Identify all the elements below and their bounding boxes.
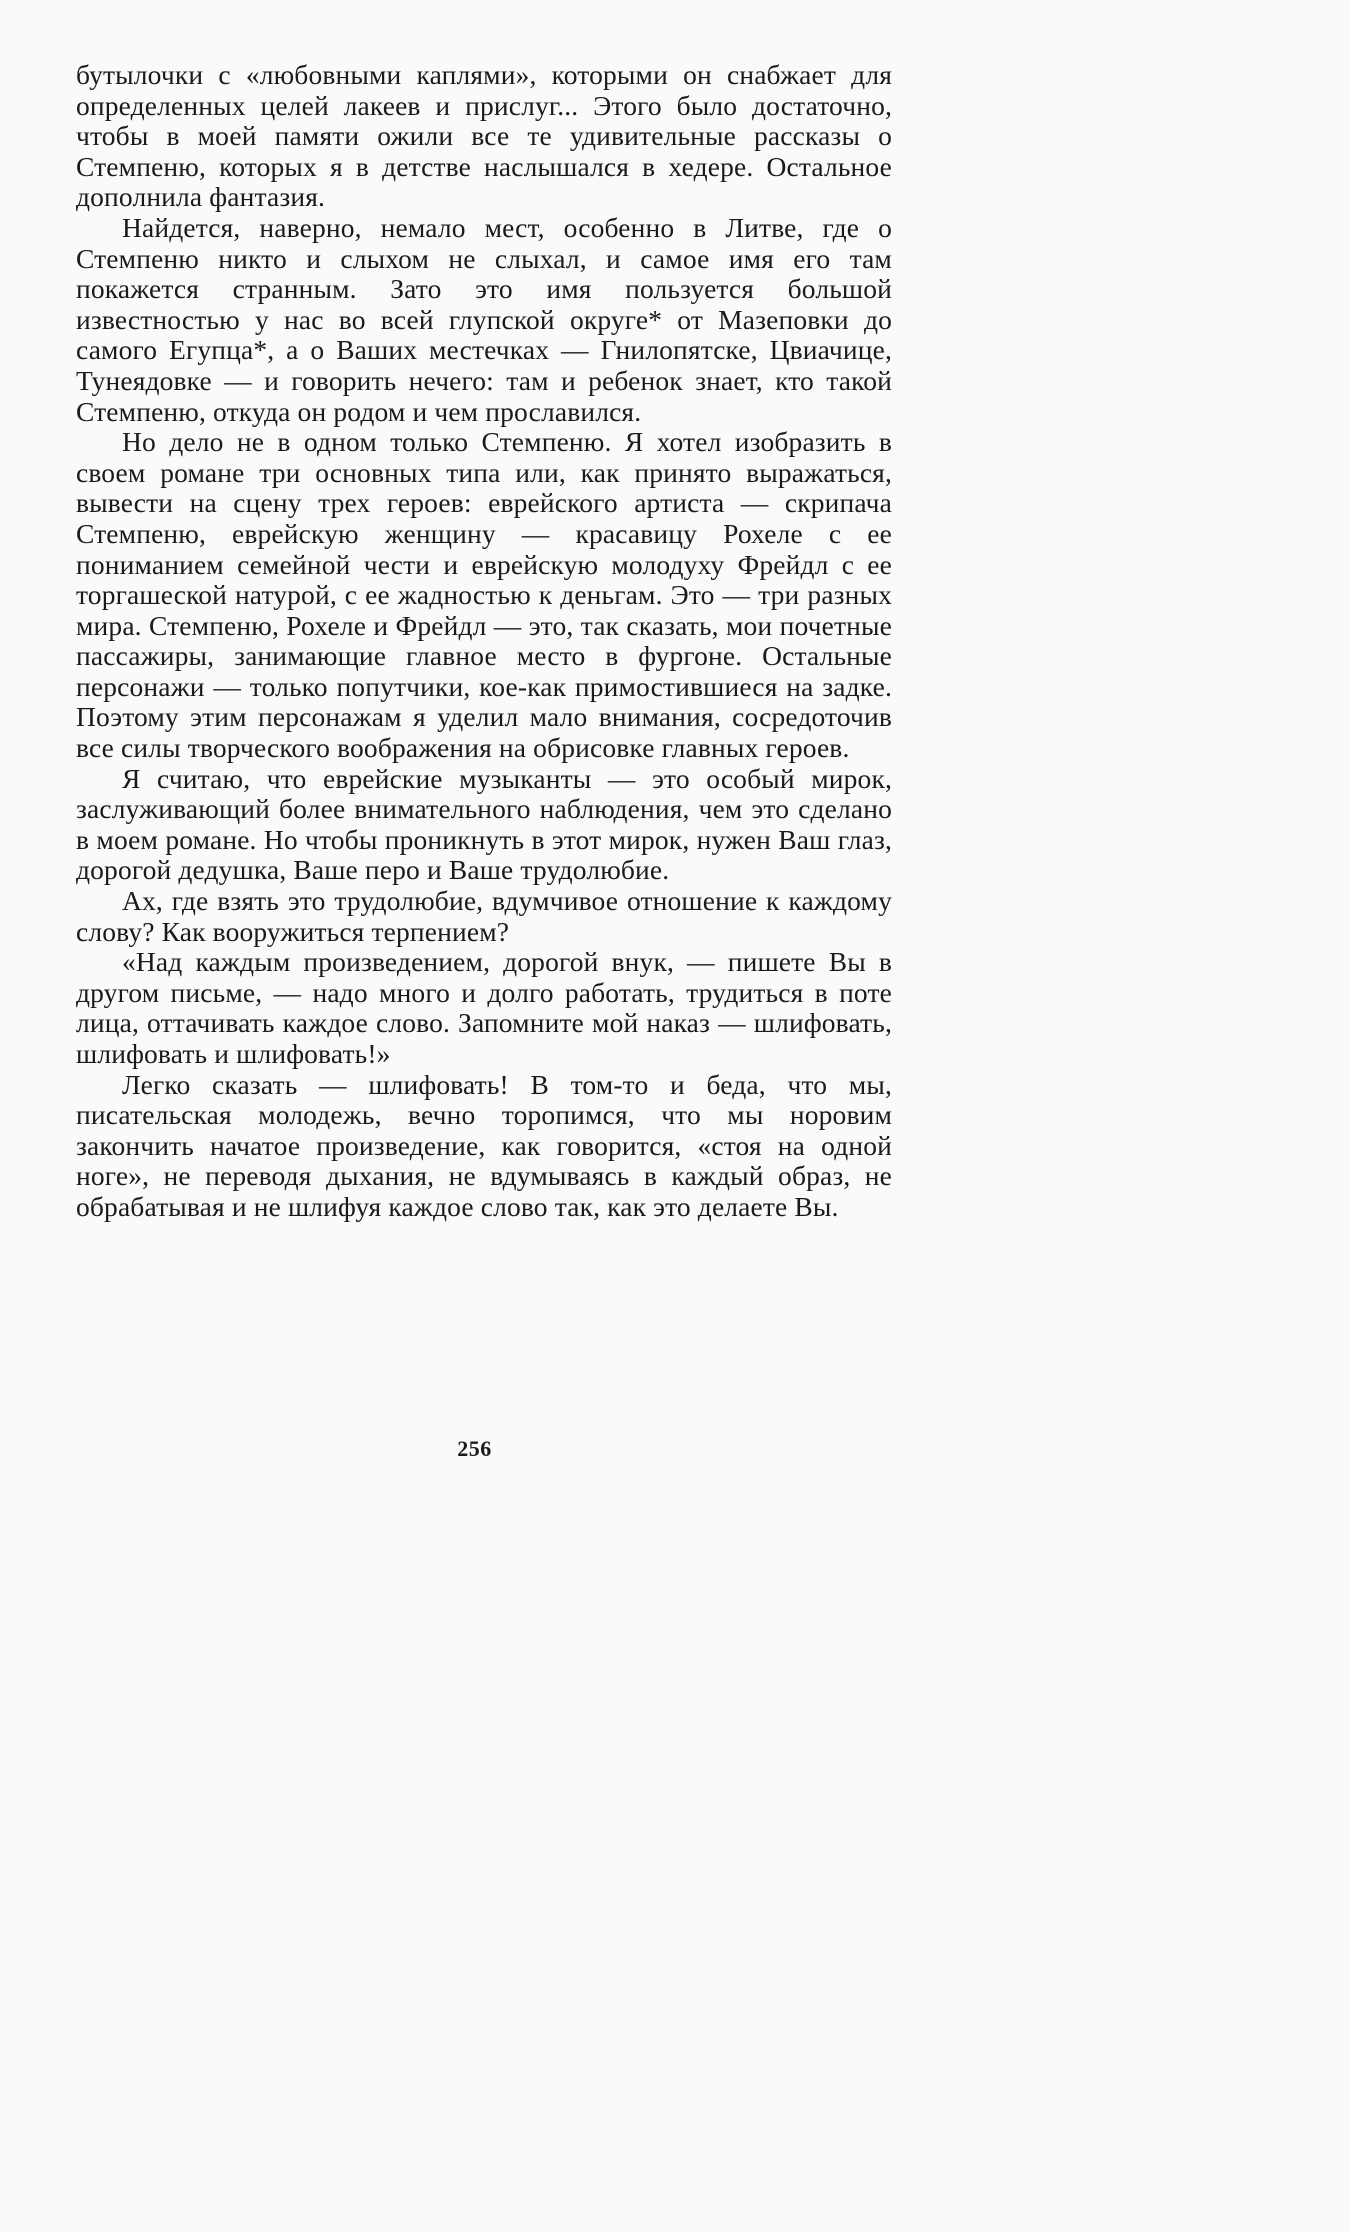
paragraph-2: Найдется, наверно, немало мест, особенно в Литве, где о Стемпеню никто и слыхом не слыхал, и самое имя его там покажется странным. Зато это имя пользуется большой известностью у нас во всей глупской округе* от Мазеповки до самого Егупца*, а о Ваших местечках — Гнилопятске, Цвиачице, Тунеядовке — и говорить нечего: там и ребенок знает, кто такой Стемпеню, откуда он родом и чем прославился. [76,211,892,427]
paragraph-4: Я считаю, что еврейские музыканты — это особый мирок, заслуживающий более внимательного наблюдения, чем это сделано в моем романе. Но чтобы проникнуть в этот мирок, нужен Ваш глаз, дорогой дедушка, Ваше перо и Ваше трудолюбие. [76,762,892,886]
page-body [76,60,892,1223]
main-text [76,60,892,1223]
paragraph-7: Легко сказать — шлифовать! В том-то и беда, что мы, писательская молодежь, вечно торопимся, что мы норовим закончить начатое произведение, как говорится, «стоя на одной ноге», не переводя дыхания, не вдумываясь в каждый образ, не обрабатывая и не шлифуя каждое слово так, как это делаете Вы. [76,1068,892,1222]
paragraph-1: бутылочки с «любовными каплями», которыми он снабжает для определенных целей лакеев и прислуг... Этого было достаточно, чтобы в моей памяти ожили все те удивительные рассказы о Стемпеню, которых я в детстве наслышался в хедере. Остальное дополнила фантазия. [76,59,892,213]
page-number: 256 [457,1436,492,1461]
paragraph-5: Ах, где взять это трудолюбие, вдумчивое отношение к каждому слову? Как вооружиться терпением? [76,885,892,947]
paragraph-6: «Над каждым произведением, дорогой внук, — пишете Вы в другом письме, — надо много и долго работать, трудиться в поте лица, оттачивать каждое слово. Запомните мой наказ — шлифовать, шлифовать и шлифовать!» [76,946,892,1069]
paragraph-3: Но дело не в одном только Стемпеню. Я хотел изобразить в своем романе три основных типа или, как принято выражаться, вывести на сцену трех героев: еврейского артиста — скрипача Стемпеню, еврейскую женщину — красавицу Рохеле с ее пониманием семейной чести и еврейскую молодуху Фрейдл с ее торгашеской натурой, с ее жадностью к деньгам. Это — три разных мира. Стемпеню, Рохеле и Фрейдл — это, так сказать, мои почетные пассажиры, занимающие главное место в фургоне. Остальные персонажи — только попутчики, кое-как примостившиеся на задке. Поэтому этим персонажам я уделил мало внимания, сосредоточив все силы творческого воображения на обрисовке главных героев. [76,426,892,764]
